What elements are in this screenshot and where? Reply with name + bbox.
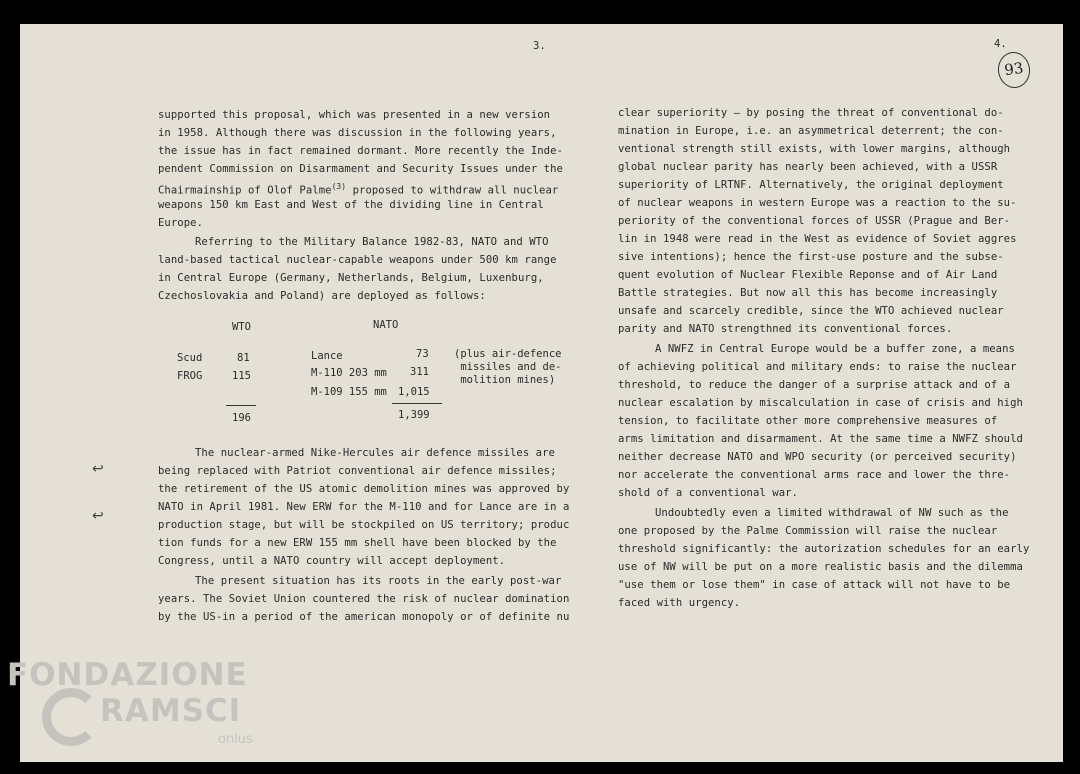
right-para1: clear superiority — by posing the threat of conventional do- mination in Europe, i.e. an asymmetrical deterrent; the con- ventional strength still exists, with lower margins, although global nuclear parity has nearly been achieved, with a USSR superiority of LRTNF. Alternatively, the original deployment of nuclear weapons in western Europe was a reaction to the su- periority of the conventional forces of USSR (Prague and Ber- lin in 1948 were read in the West as evidence of Soviet aggres sive intentions); hence the first-use posture and the subse- quent evolution of Nuclear Flexible Reponse and of Air Land Battle strategies. But now all this has become increasingly unsafe and scarcely credible, since the WTO achieved nuclear parity and NATO strengthned its conventional forces. bbox=[618, 107, 1017, 335]
wto-row-value: 81 bbox=[237, 352, 250, 364]
right-para3: Undoubtedly even a limited withdrawal of NW such as the one proposed by the Palme Commission will raise the nuclear threshold significantly: the autorization schedules for an early use of NW will be put on a more realistic basis and the dilemma "use them or lose them" in case of attack will not have to be faced with urgency. bbox=[618, 507, 1030, 609]
wto-row-name: Scud bbox=[177, 352, 203, 364]
wto-total-rule bbox=[226, 405, 256, 406]
nato-row-name: M-109 155 mm bbox=[311, 386, 387, 398]
nato-total: 1,399 bbox=[398, 409, 430, 421]
left-para1-line5: Chairmainship of Olof Palme$^{(3)}$ proposed to withdraw all nuclear bbox=[158, 182, 559, 197]
nato-row-name: M-110 203 mm bbox=[311, 367, 387, 379]
page-number-right: 4. bbox=[994, 38, 1007, 50]
nato-total-rule bbox=[392, 403, 442, 404]
right-para2: A NWFZ in Central Europe would be a buffer zone, a means of achieving political and military ends: to raise the nuclear threshold, to reduce the danger of a surprise attack and of a nuclear escalation by miscalculation in case of crisis and high tension, to facilitate other more comprehensive measures of arms limitation and disarmament. At the same time a NWFZ should neither decrease NATO and WPO security (or perceived security) nor accelerate the conventional arms race and lower the thre- shold of a conventional war. bbox=[618, 343, 1023, 499]
nato-header: NATO bbox=[373, 319, 399, 331]
nato-row-value: 1,015 bbox=[398, 386, 430, 398]
nato-row-value: 311 bbox=[410, 366, 429, 378]
left-para1-end: weapons 150 km East and West of the dividing line in Central Europe. bbox=[158, 199, 544, 229]
watermark-sub: onlus bbox=[218, 732, 253, 747]
document-page bbox=[20, 24, 1063, 762]
wto-row-name: FROG bbox=[177, 370, 203, 382]
nato-note: (plus air-defence missiles and de- molition mines) bbox=[454, 348, 562, 386]
left-para3: The nuclear-armed Nike-Hercules air defence missiles are being replaced with Patriot conventional air defence missiles; the retirement of the US atomic demolition mines was approved by NATO in April 1981. New ERW for the M-110 and for Lance are in a production stage, but will be stockpiled on US territory; produc tion funds for a new ERW 155 mm shell have been blocked by the Congress, until a NATO country will accept deployment. bbox=[158, 447, 570, 567]
wto-row-value: 115 bbox=[232, 370, 251, 382]
wto-total: 196 bbox=[232, 412, 251, 424]
nato-row-name: Lance bbox=[311, 350, 343, 362]
left-para2: Referring to the Military Balance 1982-83, NATO and WTO land-based tactical nuclear-capable weapons under 500 km range in Central Europe (Germany, Netherlands, Belgium, Luxenburg, Czechoslovakia and Poland) are deployed as follows: bbox=[158, 236, 557, 302]
watermark-g-logo bbox=[42, 688, 100, 746]
left-para1: supported this proposal, which was presented in a new version in 1958. Although there was discussion in the following years, the issue has in fact remained dormant. More recently the Inde- pendent Commission on Disarmament and Security Issues under the bbox=[158, 109, 563, 175]
watermark-line2: RAMSCI bbox=[100, 693, 242, 729]
margin-mark: ↩ bbox=[92, 508, 104, 524]
nato-row-value: 73 bbox=[416, 348, 429, 360]
margin-mark: ↩ bbox=[92, 461, 104, 477]
wto-header: WTO bbox=[232, 321, 251, 333]
archive-stamp: 93 bbox=[996, 50, 1033, 90]
page-number-left: 3. bbox=[533, 40, 546, 52]
watermark-line1: FONDAZIONE bbox=[7, 657, 248, 693]
left-para4: The present situation has its roots in the early post-war years. The Soviet Union countered the risk of nuclear domination by the US-in a period of the american monopoly or of definite nu bbox=[158, 575, 570, 623]
